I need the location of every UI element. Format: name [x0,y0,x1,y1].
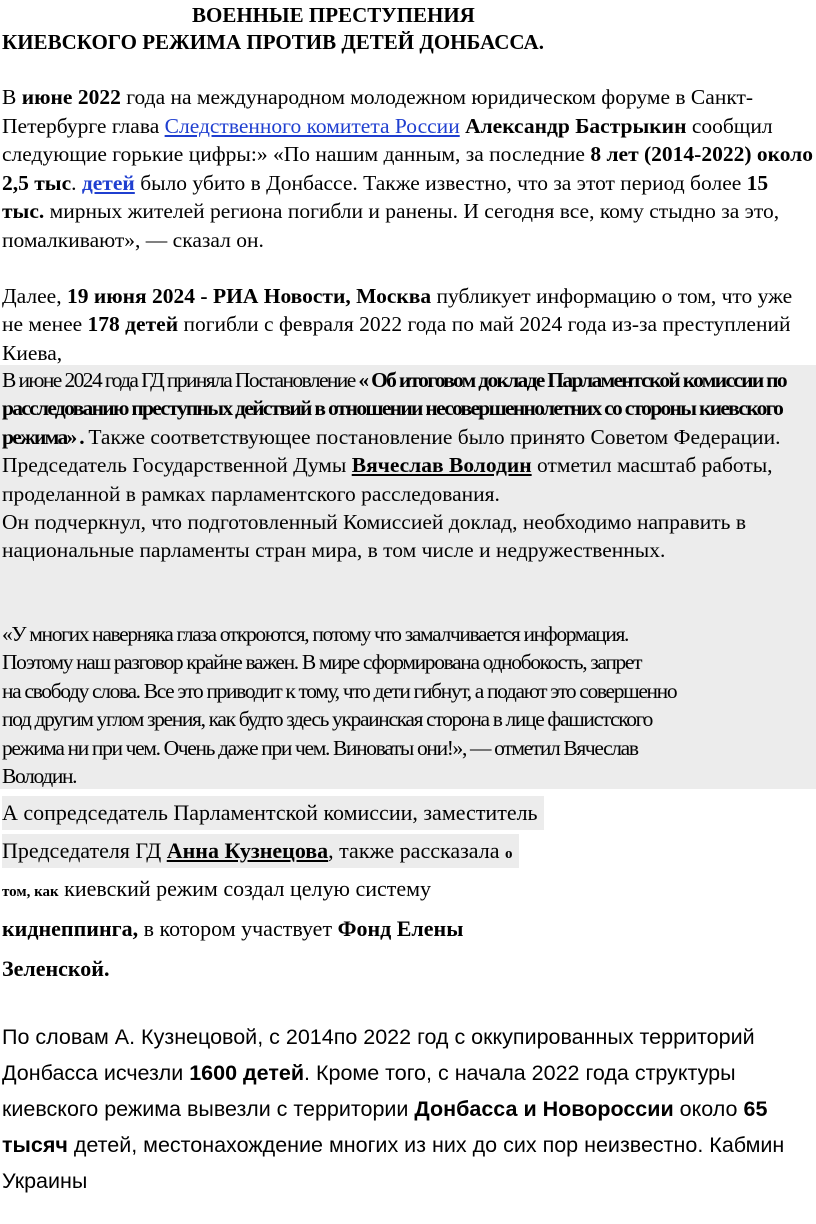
bold-figure: 8 лет (2014-2022) около 2,5 тыс [2,142,813,195]
bold-figure: 1600 детей [189,1061,305,1085]
children-link[interactable]: детей [81,170,135,195]
kuznetsova-line-2 [2,834,519,868]
text: По словам А. Кузнецовой, с 2014по 2022 год с оккупированных территорий Донбасса исчезли [2,1025,755,1085]
text: Далее, [2,284,67,308]
document-title [0,2,816,56]
text: В июне 2024 года ГД приняла Постановление [2,368,359,392]
investigative-committee-link[interactable]: Следственного комитета России [164,113,460,138]
bold-name-fund: Фонд Елены [337,916,464,941]
text: В [2,85,22,109]
title-line-1: ВОЕННЫЕ ПРЕСТУПЕНИЯ [192,3,475,27]
quote-line: Володин. [2,764,77,789]
title-line-2: КИЕВСКОГО РЕЖИМА ПРОТИВ ДЕТЕЙ ДОНБАССА. [2,30,544,54]
bold-name-volodin: Вячеслав Володин [351,453,532,478]
paragraph-ria-news [2,282,814,367]
text: , также рассказала [328,838,505,863]
text: было убито в Донбассе. Также известно, что за этот период более [134,170,747,195]
bold-name-kuznetsova: Анна Кузнецова [166,838,329,863]
text: том, как [2,884,59,900]
paragraph-missing-children [2,1019,816,1199]
volodin-quote [2,620,816,790]
bold-region: Донбасса и Новороссии [414,1097,674,1121]
text: мирных жителей региона погибли и ранены. И сегодня все, кому стыдно за это, помалкивают», — сказал он. [2,199,780,252]
text: публикует информацию о том, что уже не менее [2,284,793,337]
quote-line: Поэтому наш разговор крайне важен. В мире сформирована однобокость, запрет [2,650,642,675]
bold-figure: 178 детей [87,312,179,337]
bold-name: Александр Бастрыкин [465,113,687,138]
text: Он подчеркнул, что подготовленный Комиссией доклад, необходимо направить в национальные парламенты стран мира, в том числе и недружественных. [2,510,746,563]
text: киевский режим создал целую систему [58,876,432,901]
text: детей, местонахождение многих из них до сих пор неизвестно. Кабмин Украины [2,1133,785,1193]
text: . Кроме того, с начала 2022 года структуры киевского режима вывезли с территории [2,1061,736,1121]
text: около [673,1097,744,1121]
quote-line: режима ни при чем. Очень даже при чем. Виноваты они!», — отметил Вячеслав [2,735,638,760]
bold-date: июне 2022 [21,85,121,109]
text: А сопредседатель Парламентской комиссии, заместитель [2,800,538,825]
bold-resolution-title: « Об итоговом докладе Парламентской комиссии по расследованию преступных действий в отношении несовершеннолетних со стороны киевского режима» . [2,368,786,449]
text: Председателя ГД [2,838,167,863]
kuznetsova-line-1 [2,796,544,830]
kuznetsova-line-5 [2,952,116,986]
text: года на международном молодежном юридическом форуме в Санкт-Петербурге глава [2,85,754,138]
bold-source: 19 июня 2024 - РИА Новости, Москва [66,284,432,308]
text: . [71,170,82,195]
text: в котором участвует [138,916,338,941]
text: отметил масштаб работы, проделанной в рамках парламентского расследования. [2,453,773,506]
text: сообщил следующие горькие цифры:» «По нашим данным, за последние [2,113,773,167]
paragraph-resolution [2,366,814,565]
bold-term: киднеппинга, [2,916,139,941]
quote-line: под другим углом зрения, как будто здесь украинская сторона в лице фашистского [2,707,652,732]
kuznetsova-line-4 [2,912,469,946]
text: Также соответствующее постановление было принято Советом Федерации. [82,424,781,449]
kuznetsova-line-3 [2,872,437,906]
text: погибли с февраля 2022 года по май 2024 года из-за преступлений Киева, [2,312,791,365]
quote-line: «У многих наверняка глаза откроются, потому что замалчивается информация. [2,622,629,646]
text: Председатель Государственной Думы [2,453,352,478]
bold-figure: 65 тысяч [2,1097,768,1157]
paragraph-bastrykin [2,83,814,255]
text: о [505,846,513,862]
bold-name-fund: Зеленской. [2,956,110,981]
quote-line: на свободу слова. Все это приводит к тому, что дети гибнут, а подают это совершенно [2,678,677,703]
bold-figure: 15 тыс. [2,170,769,224]
